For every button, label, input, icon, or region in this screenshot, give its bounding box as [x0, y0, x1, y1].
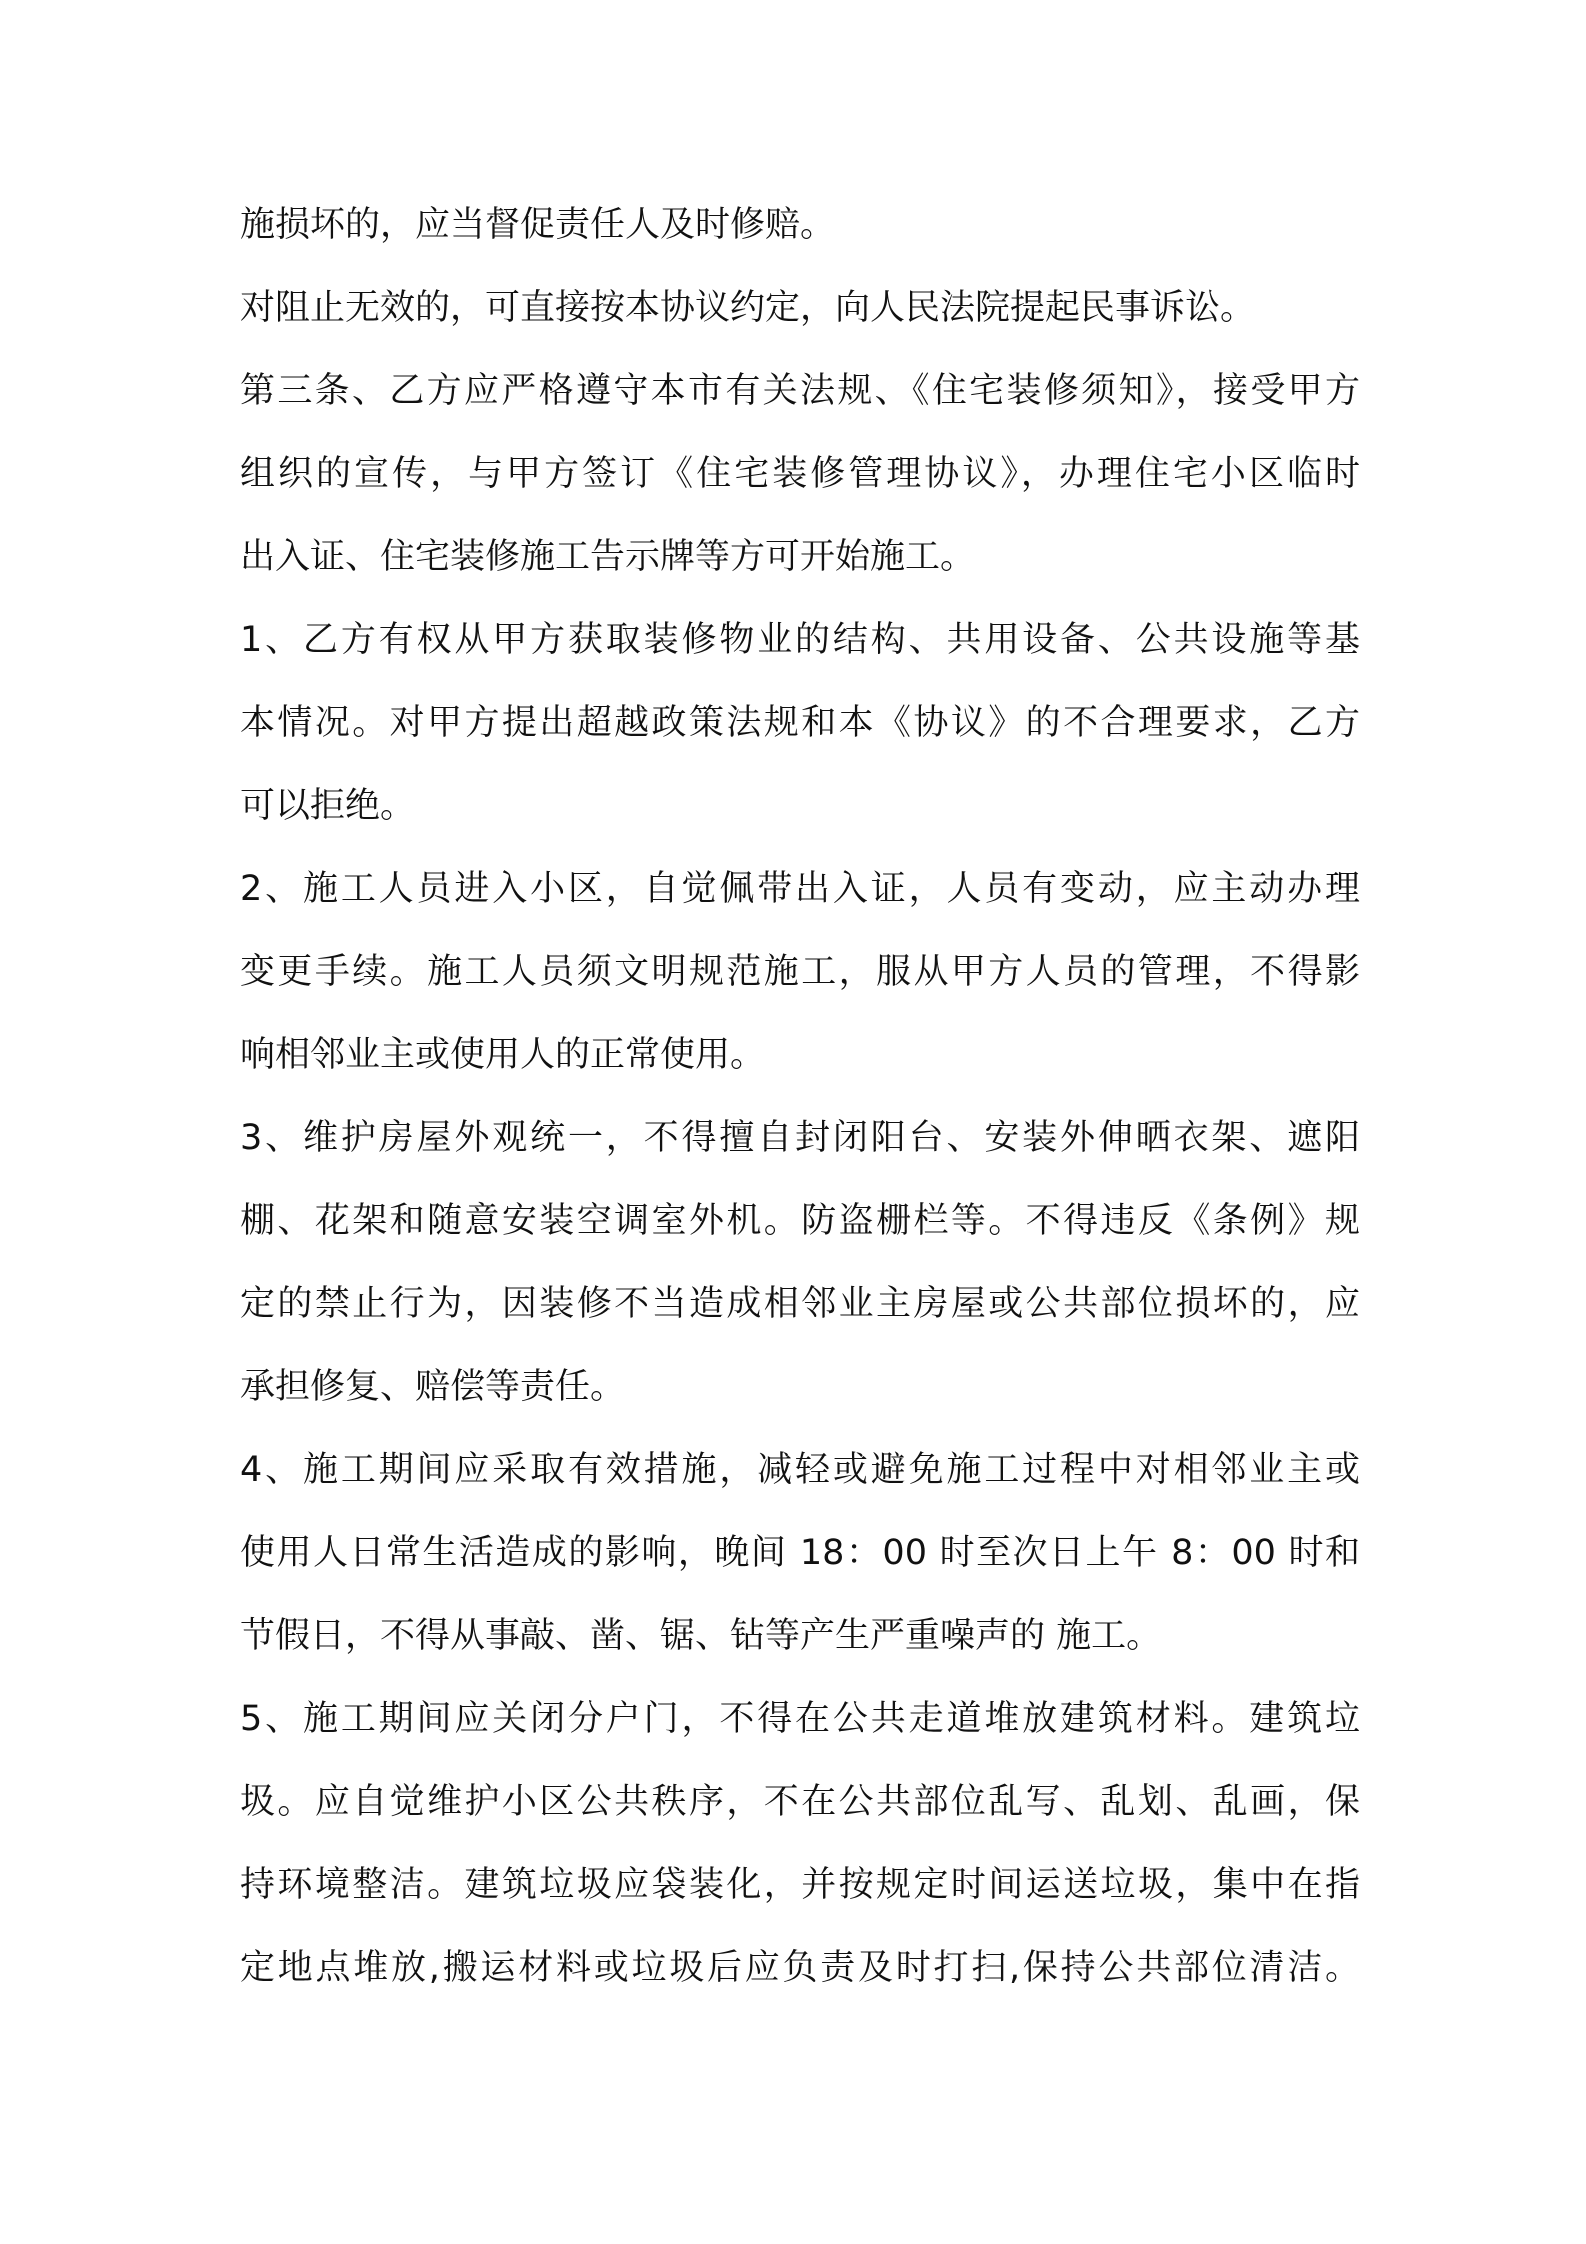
- text-line: 5、施工期间应关闭分户门，不得在公共走道堆放建筑材料。建筑垃: [240, 1699, 1360, 1739]
- text-line: 组织的宣传，与甲方签订《住宅装修管理协议》，办理住宅小区临时: [240, 454, 1360, 494]
- text-line: 棚、花架和随意安装空调室外机。防盗栅栏等。不得违反《条例》规: [240, 1201, 1360, 1241]
- text-line: 定地点堆放,搬运材料或垃圾后应负责及时打扫,保持公共部位清洁。: [240, 1948, 1360, 1988]
- text-line: 响相邻业主或使用人的正常使用。: [240, 1035, 766, 1075]
- text-line: 施损坏的，应当督促责任人及时修赔。: [240, 205, 836, 245]
- text-line: 定的禁止行为，因装修不当造成相邻业主房屋或公共部位损坏的，应: [240, 1284, 1360, 1324]
- text-line: 可以拒绝。: [240, 786, 416, 826]
- text-line: 变更手续。施工人员须文明规范施工，服从甲方人员的管理，不得影: [240, 952, 1360, 992]
- document-body: [240, 200, 1360, 2026]
- text-line: 使用人日常生活造成的影响，晚间 18：00 时至次日上午 8：00 时和: [240, 1533, 1360, 1573]
- text-line: 持环境整洁。建筑垃圾应袋装化，并按规定时间运送垃圾，集中在指: [240, 1865, 1360, 1905]
- text-line: 3、维护房屋外观统一，不得擅自封闭阳台、安装外伸晒衣架、遮阳: [240, 1118, 1360, 1158]
- text-line: 出入证、住宅装修施工告示牌等方可开始施工。: [240, 537, 976, 577]
- text-line: 对阻止无效的，可直接按本协议约定，向人民法院提起民事诉讼。: [240, 288, 1256, 328]
- text-line: 节假日，不得从事敲、凿、锯、钻等产生严重噪声的 施工。: [240, 1616, 1162, 1656]
- text-line: 4、施工期间应采取有效措施，减轻或避免施工过程中对相邻业主或: [240, 1450, 1360, 1490]
- text-line: 承担修复、赔偿等责任。: [240, 1367, 626, 1407]
- text-line: 2、施工人员进入小区，自觉佩带出入证，人员有变动，应主动办理: [240, 869, 1360, 909]
- text-line: 1、乙方有权从甲方获取装修物业的结构、共用设备、公共设施等基: [240, 620, 1360, 660]
- text-line: 第三条、乙方应严格遵守本市有关法规、《住宅装修须知》，接受甲方: [240, 371, 1360, 411]
- text-line: 本情况。对甲方提出超越政策法规和本《协议》的不合理要求，乙方: [240, 703, 1360, 743]
- text-line: 圾。应自觉维护小区公共秩序，不在公共部位乱写、乱划、乱画，保: [240, 1782, 1360, 1822]
